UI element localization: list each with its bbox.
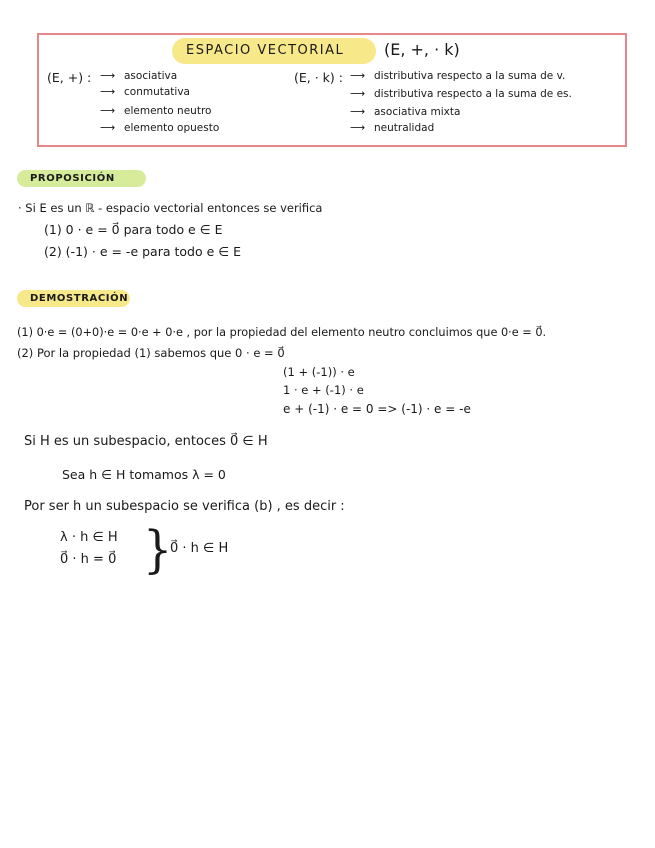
left-arrow-1: ⟶ [100,70,116,82]
left-item-4: elemento opuesto [124,122,220,134]
right-item-4: neutralidad [374,122,435,134]
left-arrow-4: ⟶ [100,122,116,134]
title-structure: (E, +, · k) [384,40,460,59]
left-arrow-3: ⟶ [100,105,116,117]
right-arrow-1: ⟶ [350,70,366,82]
right-arrow-2: ⟶ [350,88,366,100]
proposicion-item-1: (1) 0 · e = 0⃗ para todo e ∈ E [44,222,223,237]
demostracion-tag: DEMOSTRACIÓN [30,293,129,304]
left-arrow-2: ⟶ [100,86,116,98]
left-structure-label: (E, +) : [47,70,92,85]
left-item-1: asociativa [124,70,178,82]
subespacio-line-3: Por ser h un subespacio se verifica (b) , es decir : [24,499,345,514]
brace-line-1: λ · h ∈ H [60,530,118,545]
right-item-2: distributiva respecto a la suma de es. [374,88,572,100]
demostracion-step-1: (1 + (-1)) · e [283,365,355,379]
right-arrow-4: ⟶ [350,122,366,134]
right-item-3: asociativa mixta [374,106,461,118]
curly-brace-icon: } [143,519,173,579]
brace-result: 0⃗ · h ∈ H [170,541,229,556]
left-item-2: conmutativa [124,86,190,98]
page-title: ESPACIO VECTORIAL [186,43,345,58]
proposicion-tag: PROPOSICIÓN [30,173,115,184]
proposicion-item-2: (2) (-1) · e = -e para todo e ∈ E [44,244,241,259]
subespacio-line-2: Sea h ∈ H tomamos λ = 0 [62,467,226,482]
brace-line-2: 0⃗ · h = 0⃗ [60,552,117,567]
demostracion-step-2: 1 · e + (-1) · e [283,383,364,397]
proposicion-intro: · Si E es un ℝ - espacio vectorial entonces se verifica [18,201,323,215]
right-item-1: distributiva respecto a la suma de v. [374,70,566,82]
demostracion-line-2: (2) Por la propiedad (1) sabemos que 0 · e = 0⃗ [17,346,285,360]
left-item-3: elemento neutro [124,105,212,117]
subespacio-line-1: Si H es un subespacio, entoces 0⃗ ∈ H [24,434,268,449]
demostracion-step-3: e + (-1) · e = 0 => (-1) · e = -e [283,402,471,416]
right-arrow-3: ⟶ [350,106,366,118]
demostracion-line-1: (1) 0·e = (0+0)·e = 0·e + 0·e , por la propiedad del elemento neutro concluimos que 0·e = 0⃗. [17,326,547,339]
right-structure-label: (E, · k) : [294,70,343,85]
